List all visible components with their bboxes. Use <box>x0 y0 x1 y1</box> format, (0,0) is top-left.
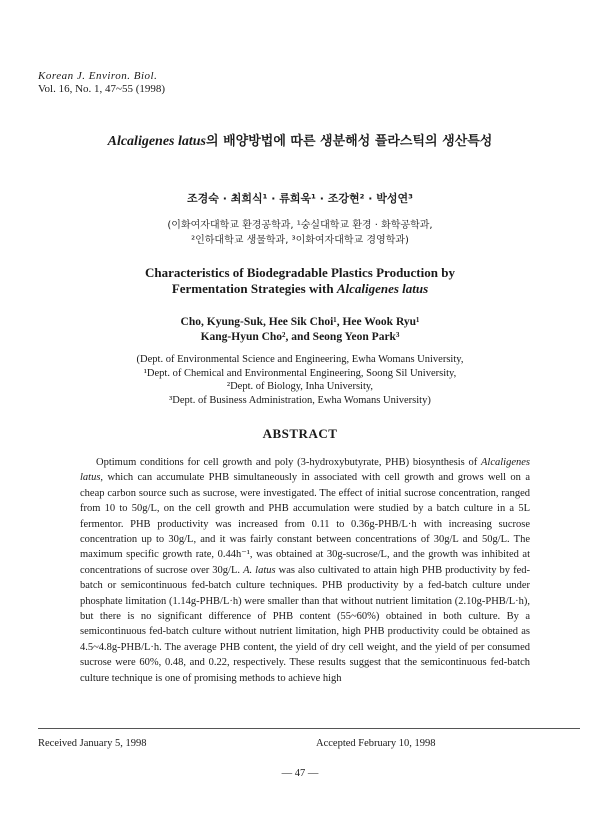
page-number: — 47 — <box>281 768 319 779</box>
korean-title-rest: 의 배양방법에 따른 생분해성 플라스틱의 생산특성 <box>206 134 493 149</box>
english-affil-line: ²Dept. of Biology, Inha University, <box>226 381 374 392</box>
english-affil-line: ¹Dept. of Chemical and Environmental Engineering, Soong Sil University, <box>143 367 457 379</box>
korean-affil-line: (이화여자대학교 환경공학과, ¹숭실대학교 환경 · 화학공학과, <box>167 220 433 231</box>
footer-divider <box>38 728 580 729</box>
received-date: Received January 5, 1998 <box>38 738 147 749</box>
journal-name: Korean J. Environ. Biol. <box>38 70 158 82</box>
english-authors <box>0 315 600 345</box>
abstract-text: , which can accumulate PHB simultaneously in associated with cell growth and grows well on a cheap carbon source such as sucrose, were investigated. The effect of initial sucrose concentration, ranged from 10 to 50g/L, on the cell growth and PHB accumulation were studied by a batch culture in a 5L fermentor. PHB productivity was increased from 0.11 to 0.36g-PHB/L·h with increasing sucrose concentration up to 30g/L, and it was fairly constant between concentrations of 30g/L and 50g/L. The maximum specific growth rate, 0.44h⁻¹, was obtained at 30g-sucrose/L, and the growth was inhibited at concentrations of sucrose over 30g/L. <box>80 472 530 576</box>
korean-title-species: Alcaligenes latus <box>107 134 207 149</box>
english-title-line: Characteristics of Biodegradable Plastics Production by <box>145 265 455 280</box>
english-affil-line: ³Dept. of Business Administration, Ewha Womans University) <box>169 394 431 406</box>
abstract-heading: ABSTRACT <box>262 426 338 441</box>
korean-affiliations <box>0 218 600 248</box>
abstract-text: was also cultivated to attain high PHB productivity by fed-batch or semicontinuous fed-batch culture techniques. PHB productivity by a fed-batch culture under phosphate limitation (1.14g-PHB/L·h) were smaller than that without nutrient limitation (2.10g-PHB/L·h), but there is no significant difference of PHB content (55~60%) obtained in both culture. By a semicontinuous fed-batch culture without nutrient limitation, high PHB productivity could be obtained as 4.5~4.8g-PHB/L·h. The average PHB content, the yield of dry cell weight, and the yield of per consumed sucrose were 60%, 0.48, and 0.22, respectively. These results suggest that the semicontinuous fed-batch culture technique is one of promising methods to achieve high <box>80 564 530 684</box>
english-affil-line: (Dept. of Environmental Science and Engineering, Ewha Womans University, <box>136 354 464 365</box>
english-title-species: Alcaligenes latus <box>336 281 429 296</box>
abstract-text: Optimum conditions for cell growth and poly (3-hydroxybutyrate, PHB) biosynthesis of <box>96 457 482 468</box>
english-authors-line: Cho, Kyung-Suk, Hee Sik Choi¹, Hee Wook Ryu¹ <box>180 316 420 328</box>
journal-citation <box>38 70 165 96</box>
english-authors-line: Kang-Hyun Cho², and Seong Yeon Park³ <box>200 331 400 343</box>
korean-title <box>0 130 600 150</box>
english-title <box>0 265 600 297</box>
journal-volume: Vol. 16, No. 1, 47~55 (1998) <box>38 83 166 95</box>
abstract-species: A. latus <box>243 564 276 576</box>
korean-affil-line: ²인하대학교 생물학과, ³이화여자대학교 경영학과) <box>191 235 409 246</box>
abstract-body <box>80 455 530 686</box>
english-affiliations <box>0 353 600 407</box>
abstract-species: Alcaligenes latus <box>80 457 530 484</box>
korean-authors: 조경숙 · 최희식¹ · 류희욱¹ · 조강현² · 박성연³ <box>186 192 413 205</box>
accepted-date: Accepted February 10, 1998 <box>316 738 436 749</box>
english-title-prefix: Fermentation Strategies with <box>171 281 337 296</box>
english-title-line <box>0 281 600 297</box>
